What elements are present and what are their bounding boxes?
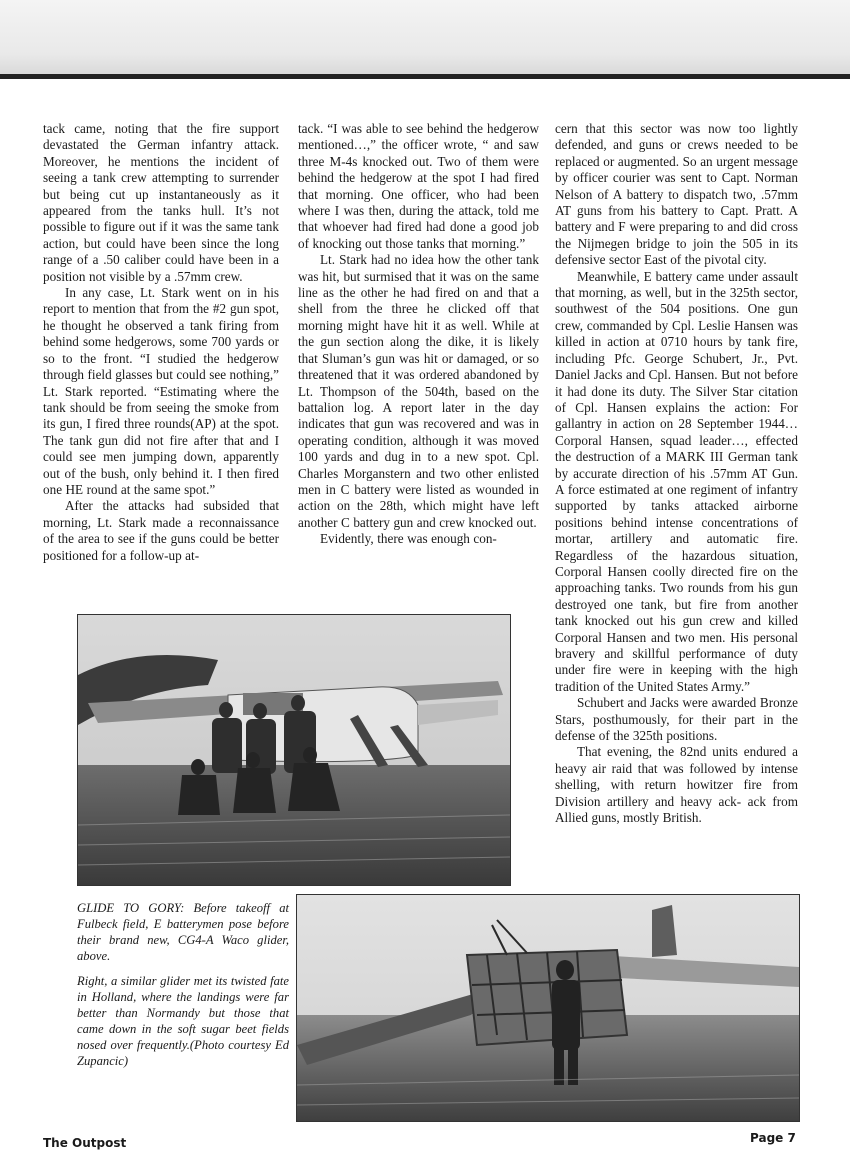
article-column-3 [555,121,798,826]
paragraph: Meanwhile, E battery came under assault that morning, as well, but in the 325th sector, southwest of the 504 positions. One gun crew, commanded by Cpl. Leslie Hansen was killed in action at 0710 hours by tank fire, including Pfc. George Schubert, Jr., Pvt. Daniel Jacks and Cpl. Hansen. But not before it had done its duty. The Silver Star citation of Cpl. Hansen explains the action: For gallantry in action on 28 September 1944… Corporal Hansen, squad leader…, effected the destruction of a MARK III German tank by accurate direction of his .57mm AT Gun. A force estimated at one regiment of infantry supported by tanks attacked airborne positions behind intense concentrations of mortar, artillery and automatic fire. Regardless of the hazardous situation, Corporal Hansen coolly directed fire on the approaching tanks. Two rounds from his gun destroyed one tank, but fire from another tank knocked out his gun crew and killed Corporal Hansen and two men. His personal bravery and skillful performance of duty under fire were in keeping with the high tradition of the United States Army.” [555,268,798,694]
photo-caption [77,900,289,1078]
paragraph: tack. “I was able to see behind the hedgerow mentioned…,” the officer wrote, “ and saw three M-4s knocked out. Two of them were behind the hedgerow at the spot I had fired that morning. One officer, who had been where I was then, during the attack, told me that whoever had fired had done a good job of knocking out those tanks that morning.” [298,121,539,251]
photo-soldiers-glider [77,614,511,886]
article-column-2 [298,121,539,548]
paragraph: tack came, noting that the fire support devastated the German infantry attack. Moreover, he mentions the incident of seeing a tank crew attempting to surrender but being cut up instantaneously as it appeared from the tanks hull. It’s not possible to figure out if it was the same tank action, but could have been since the long range of a .50 caliber could have been in a position not visible by a .57mm crew. [43,121,279,284]
paragraph: After the attacks had subsided that morning, Lt. Stark made a reconnaissance of the area to see if the guns could be better positioned for a follow-up at- [43,498,279,563]
page-number: Page 7 [750,1131,796,1145]
paragraph: Schubert and Jacks were awarded Bronze Stars, posthumously, for their part in the defense of the 325th positions. [555,695,798,744]
photo-wrecked-glider [296,894,800,1122]
caption-above: GLIDE TO GORY: Before takeoff at Fulbeck field, E batterymen pose before their brand new, CG4-A Waco glider, above. [77,901,289,963]
article-column-1 [43,121,279,564]
paragraph: Lt. Stark had no idea how the other tank was hit, but surmised that it was on the same line as the other he had fired on and that a shell from the three he clicked off that morning might have hit it as well. While at the gun section along the dike, it is likely that Sluman’s gun was hit or damaged, or so threatened that it was ordered abandoned by Lt. Thompson of the 504th, based on the battalion log. A report later in the day indicates that gun was recovered and was in operating condition, although it was moved 100 yards and dug in to a new spot. Cpl. Charles Morganstern and two other enlisted men in C battery were listed as wounded in action on the 28th, which might have left another C battery gun and crew knocked out. [298,252,539,530]
paragraph: cern that this sector was now too lightly defended, and guns or crews needed to be replaced or augmented. So an urgent message by officer courier was sent to Capt. Norman Nelson of A battery to dispatch two, .57mm AT guns from his battery to Capt. Pratt. A battery and F were preparing to and did cross the Nijmegen bridge to join the 505 in its defensive sector East of the pivotal city. [555,121,798,268]
page-top-edge [0,74,850,79]
scan-background [0,0,850,78]
caption-right: Right, a similar glider met its twisted fate in Holland, where the landings were far better than Normandy but those that came down in the soft sugar beet fields nosed over frequently.(Photo courtesy Ed Zupancic) [77,974,289,1068]
photo-wrecked-glider-image [297,895,799,1121]
paragraph: That evening, the 82nd units endured a heavy air raid that was followed by intense shelling, with return howitzer fire from Division artillery and heavy ack- ack from Allied guns, mostly British. [555,744,798,826]
paragraph: Evidently, there was enough con- [320,531,497,547]
paragraph: In any case, Lt. Stark went on in his report to mention that from the #2 gun spot, he thought he observed a tank firing from behind some hedgerows, some 700 yards or so to the front. “I studied the hedgerow through field glasses but could see nothing,” Lt. Stark reported. “Estimating where the tank should be from seeing the smoke from its gun, I fired three rounds(AP) at the spot. The tank gun did not fire after that and I could see men jumping down, apparently out of the bush, only behind it. I then fired one HE round at the same spot.” [43,285,279,497]
publication-name: The Outpost [43,1136,127,1150]
photo-soldiers-glider-image [78,615,510,885]
